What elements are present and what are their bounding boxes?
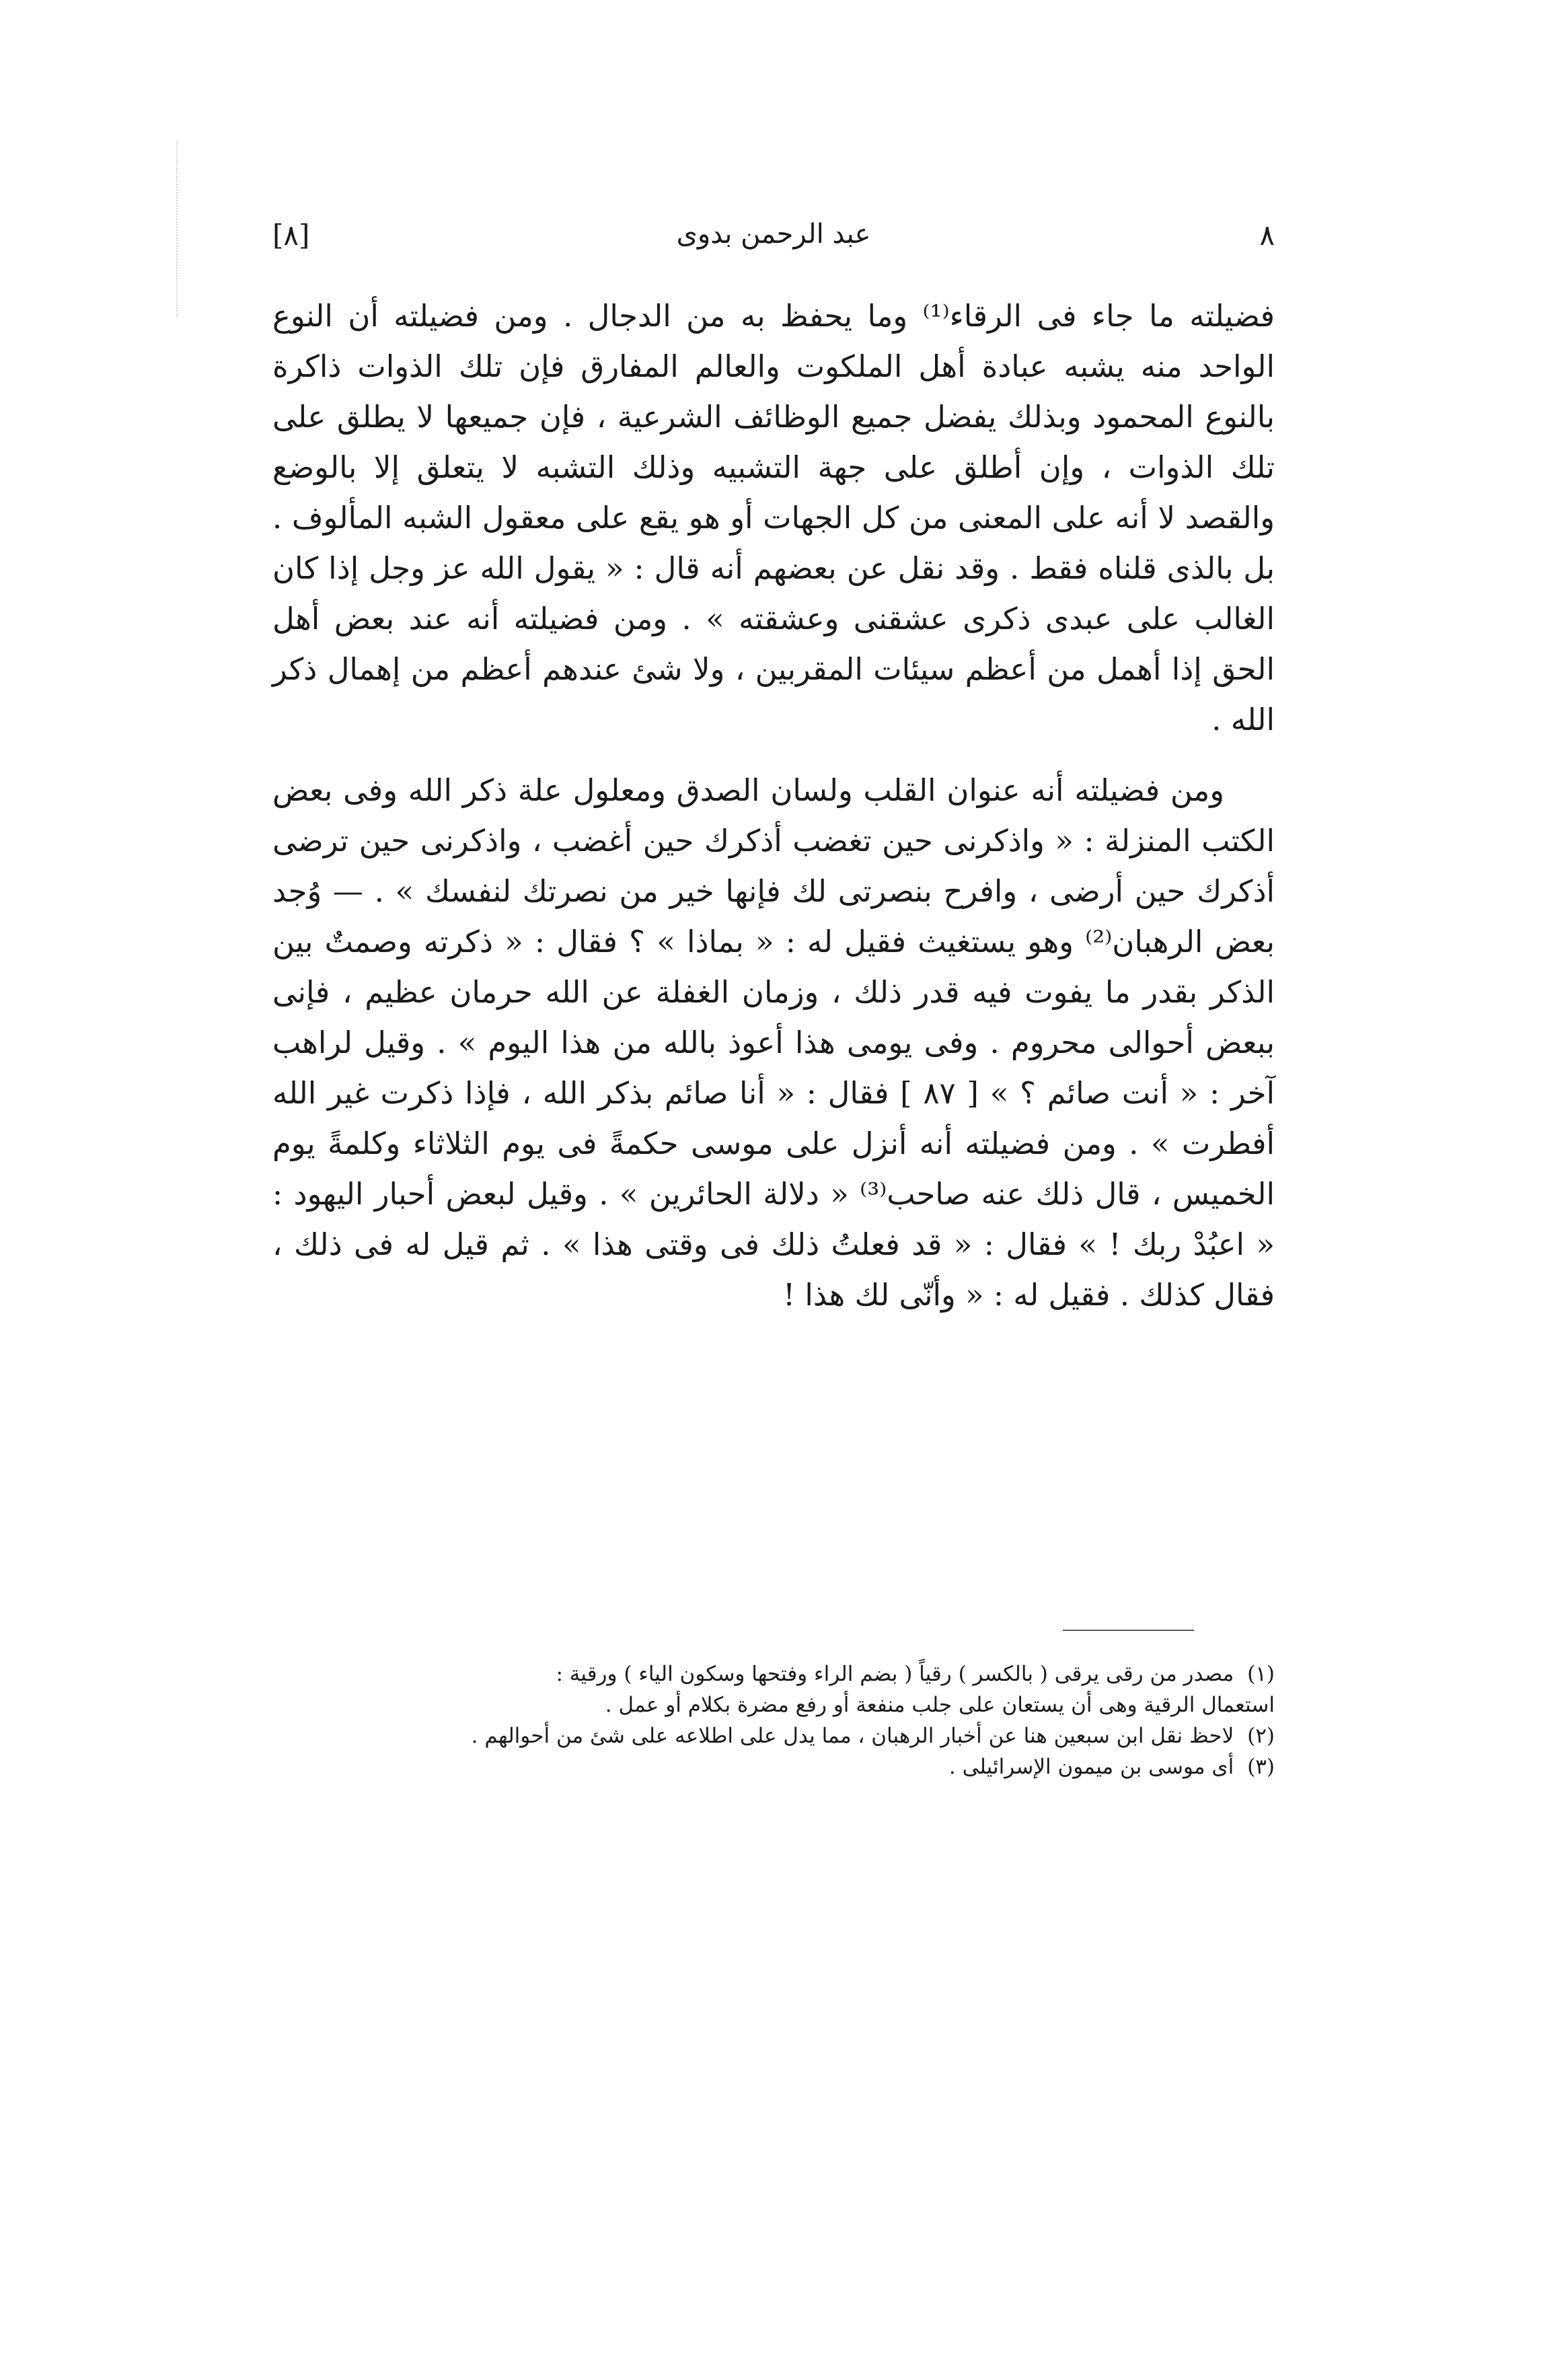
footnote-text: أى موسى بن ميمون الإسرائيلى . bbox=[948, 1755, 1234, 1779]
footnote-1 bbox=[272, 1659, 1275, 1690]
main-text bbox=[272, 291, 1275, 1320]
running-title: عبد الرحمن بدوى bbox=[676, 219, 871, 250]
scan-margin-mark bbox=[176, 141, 179, 316]
footnote-number: (٣) bbox=[1247, 1755, 1275, 1779]
footnotes bbox=[272, 1659, 1275, 1782]
original-page-number: [٨] bbox=[272, 219, 310, 252]
footnote-text: مصدر من رقى يرقى ( بالكسر ) رقياً ( بضم الراء وفتحها وسكون الياء ) ورقية : bbox=[556, 1662, 1234, 1686]
footnote-number: (١) bbox=[1247, 1662, 1275, 1686]
footnote-number: (٢) bbox=[1247, 1724, 1275, 1748]
page-header bbox=[272, 219, 1275, 266]
footnote-1-continuation: استعمال الرقية وهى أن يستعان على جلب منفعة أو رفع مضرة بكلام أو عمل . bbox=[605, 1693, 1275, 1717]
footnote-3 bbox=[272, 1751, 1275, 1782]
paragraph-2: ومن فضيلته أنه عنوان القلب ولسان الصدق ومعلول علة ذكر الله وفى بعض الكتب المنزلة : « واذكرنى حين تغضب أذكرك حين أغضب ، واذكرنى حين ترضى أذكرك حين أرضى ، وافرح بنصرتى لك فإنها خير من نصرتك لنفسك » . — وُجد بعض الرهبان⁽²⁾ وهو يستغيث فقيل له : « بماذا » ؟ فقال : « ذكرته وصمتٌ بين الذكر بقدر ما يفوت فيه قدر ذلك ، وزمان الغفلة عن الله حرمان عظيم ، فإنى ببعض أحوالى محروم . وفى يومى هذا أعوذ بالله من هذا اليوم » . وقيل لراهب آخر : « أنت صائم ؟ » [ ٨٧ ] فقال : « أنا صائم بذكر الله ، فإذا ذكرت غير الله أفطرت » . ومن فضيلته أنه أنزل على موسى حكمةً فى يوم الثلاثاء وكلمةً يوم الخميس ، قال ذلك عنه صاحب⁽³⁾ « دلالة الحائرين » . وقيل لبعض أحبار اليهود : « اعبُدْ ربك ! » فقال : « قد فعلتُ ذلك فى وقتى هذا » . ثم قيل له فى ذلك ، فقال كذلك . فقيل له : « وأنّى لك هذا ! bbox=[272, 772, 1275, 1313]
paragraph-1: فضيلته ما جاء فى الرقاء⁽¹⁾ وما يحفظ به من الدجال . ومن فضيلته أن النوع الواحد منه يشبه عبادة أهل الملكوت والعالم المفارق فإن تلك الذوات ذاكرة بالنوع المحمود وبذلك يفضل جميع الوظائف الشرعية ، فإن جميعها لا يطلق على تلك الذوات ، وإن أطلق على جهة التشبيه وذلك التشبه لا يتعلق إلا بالوضع والقصد لا أنه على المعنى من كل الجهات أو هو يقع على معقول الشبه المألوف . بل بالذى قلناه فقط . وقد نقل عن بعضهم أنه قال : « يقول الله عز وجل إذا كان الغالب على عبدى ذكرى عشقنى وعشقته » . ومن فضيلته أنه عند بعض أهل الحق إذا أهمل من أعظم سيئات المقربين ، ولا شئ عندهم أعظم من إهمال ذكر الله . bbox=[272, 298, 1275, 737]
footnote-separator bbox=[1063, 1630, 1194, 1631]
footnote-text: لاحظ نقل ابن سبعين هنا عن أخبار الرهبان ، مما يدل على اطلاعه على شئ من أحوالهم . bbox=[471, 1724, 1234, 1748]
page-number: ٨ bbox=[1259, 219, 1275, 252]
footnote-2 bbox=[272, 1720, 1275, 1751]
